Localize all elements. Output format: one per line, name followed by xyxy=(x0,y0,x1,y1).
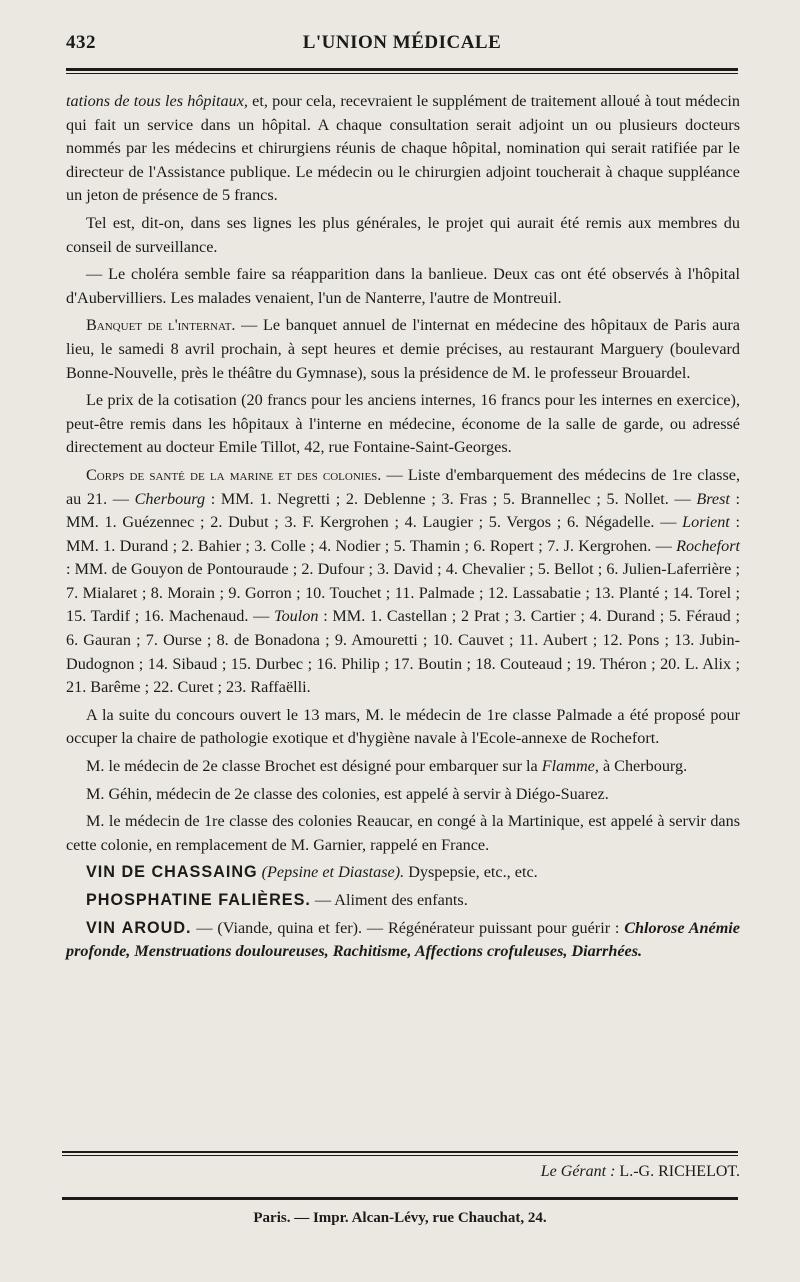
paragraph-cholera: — Le choléra semble faire sa réapparition dans la banlieue. Deux cas ont été observés à l'hôpital d'Aubervilliers. Les malades venaient, l'un de Nanterre, l'autre de Montreuil. xyxy=(66,265,740,307)
ad-phosphatine-name: PHOSPHATINE FALIÈRES. xyxy=(86,891,311,909)
article-body xyxy=(66,90,740,968)
gerant-label: Le Gérant : xyxy=(540,1163,616,1180)
gerant-signature xyxy=(541,1163,740,1181)
banquet-text: — Le banquet annuel de l'internat en médecine des hôpitaux de Paris aura lieu, le samedi 8 avril prochain, à sept heures et demie précises, au restaurant Marguery (boulevard Bonne-Nouvelle, près le théâtre du Gymnase), sous la présidence de M. le professeur Brouardel. xyxy=(66,316,740,382)
footer-rule xyxy=(62,1151,738,1153)
imprint: Paris. — Impr. Alcan-Lévy, rue Chauchat, 24. xyxy=(253,1210,547,1226)
imprint-rule xyxy=(62,1197,738,1200)
marine-text-d: : MM. 1. Durand ; 2. Bahier ; 3. Colle ; 4. Nodier ; 5. Thamin ; 6. Ropert ; 7. J. Kergrohen. — xyxy=(66,513,740,555)
header-rule xyxy=(66,68,738,71)
p1-text: et, pour cela, recevraient le supplément de traitement alloué à tout médecin qui fait un service dans un hôpital. A chaque consultation serait adjoint un ou plusieurs docteurs nommés par les médecins et chirurgiens réunis de chaque hôpital, nomination qui serait ratifiée par le directeur de l'Assistance publique. Le médecin ou le chirurgien adjoint toucherait à chaque suppléance un jeton de présence de 5 francs. xyxy=(66,92,740,205)
marine-text-c: : MM. 1. Guézennec ; 2. Dubut ; 3. F. Kergrohen ; 4. Laugier ; 5. Vergos ; 6. Négadelle. — xyxy=(66,489,741,532)
port-rochefort: Rochefort xyxy=(676,536,740,555)
marine-text-b: : MM. 1. Negretti ; 2. Deblenne ; 3. Fras ; 5. Brannellec ; 5. Nollet. — xyxy=(205,489,697,508)
paragraph-cotisation: Le prix de la cotisation (20 francs pour les anciens internes, 16 francs pour les internes en exercice), peut-être remis dans les hôpitaux à l'interne en médecine, économe de la salle de garde, ou adressé directement au docteur Emile Tillot, 42, rue Fontaine-Saint-Georges. xyxy=(66,391,740,457)
port-brest: Brest xyxy=(696,489,730,508)
ad-chassaing xyxy=(66,861,740,885)
paragraph-2: Tel est, dit-on, dans ses lignes les plus générales, le projet qui aurait été remis aux membres du conseil de surveillance. xyxy=(66,213,740,256)
marine-heading: Corps de santé de la marine et des colonies. xyxy=(86,465,382,484)
port-lorient: Lorient xyxy=(682,513,730,532)
page-number: 432 xyxy=(66,32,96,53)
ad-chassaing-italic: (Pepsine et Diastase). xyxy=(257,863,405,882)
ad-phosphatine-text: — Aliment des enfants. xyxy=(310,891,468,909)
ad-aroud xyxy=(66,917,740,964)
ad-chassaing-name: VIN DE CHASSAING xyxy=(86,863,258,882)
marine-text-f: : MM. 1. Castellan ; 2 Prat ; 3. Cartier ; 4. Durand ; 5. Féraud ; 6. Gauran ; 7. Ourse ; 8. de Bonadona ; 9. Amouretti ; 10. Cauvet ; 11. Aubert ; 12. Pons ; 13. Jubin-Dudognon ; 14. Sibaud ; 15. Durbec ; 16. Philip ; 17. Boutin ; 18. Couteaud ; 19. Théron ; 20. L. Alix ; 21. Barême ; 22. Curet ; 23. Raffaëlli. xyxy=(66,607,740,697)
marine-text-e: : MM. de Gouyon de Pontouraude ; 2. Dufour ; 3. David ; 4. Chevalier ; 5. Bellot ; 6. Julien-Laferrière ; 7. Mialaret ; 8. Morain ; 9. Gorron ; 10. Touchet ; 11. Palmade ; 12. Lassabatie ; 13. Planté ; 14. Torel ; 15. Tardif ; 16. Machenaud. — xyxy=(66,560,740,626)
paragraph-marine xyxy=(66,464,740,700)
paragraph-palmade: A la suite du concours ouvert le 13 mars, M. le médecin de 1re classe Palmade a été proposé pour occuper la chaire de pathologie exotique et d'hygiène navale à l'Ecole-annexe de Rochefort. xyxy=(66,705,740,748)
p1-italic: tations de tous les hôpitaux, xyxy=(66,92,248,110)
banquet-heading: Banquet de l'internat. xyxy=(86,316,236,335)
ad-aroud-text: — (Viande, quina et fer). — Régénérateur puissant pour guérir : xyxy=(191,918,625,937)
paragraph-reaucar: M. le médecin de 1re classe des colonies Reaucar, en congé à la Martinique, est appelé à servir dans cette colonie, en remplacement de M. Garnier, rappelé en France. xyxy=(66,812,740,854)
paragraph-brochet xyxy=(66,755,740,779)
running-header xyxy=(66,32,738,62)
marine-text-a: — Liste d'embarquement des médecins de 1re classe, au 21. — xyxy=(66,465,740,508)
gerant-name: L.-G. RICHELOT. xyxy=(615,1163,740,1180)
brochet-text-b: à Cherbourg. xyxy=(598,757,688,776)
ship-flamme: Flamme, xyxy=(541,757,599,776)
paragraph-1 xyxy=(66,90,740,208)
port-cherbourg: Cherbourg xyxy=(134,489,206,508)
header-rule-thin xyxy=(66,73,738,74)
ad-chassaing-text: Dyspepsie, etc., etc. xyxy=(404,863,538,882)
ad-aroud-name: VIN AROUD. xyxy=(86,918,192,937)
journal-title: L'UNION MÉDICALE xyxy=(302,32,502,53)
ad-phosphatine xyxy=(66,889,740,913)
paragraph-banquet xyxy=(66,314,740,385)
footer-rule-thin xyxy=(62,1155,738,1156)
paragraph-gehin: M. Géhin, médecin de 2e classe des colonies, est appelé à servir à Diégo-Suarez. xyxy=(86,784,609,803)
port-toulon: Toulon xyxy=(274,607,319,626)
ad-aroud-italic: Chlorose Anémie profonde, Menstruations douloureuses, Rachitisme, Affections crofuleuses, Diarrhées. xyxy=(66,918,740,961)
brochet-text-a: M. le médecin de 2e classe Brochet est désigné pour embarquer sur la xyxy=(86,757,542,776)
